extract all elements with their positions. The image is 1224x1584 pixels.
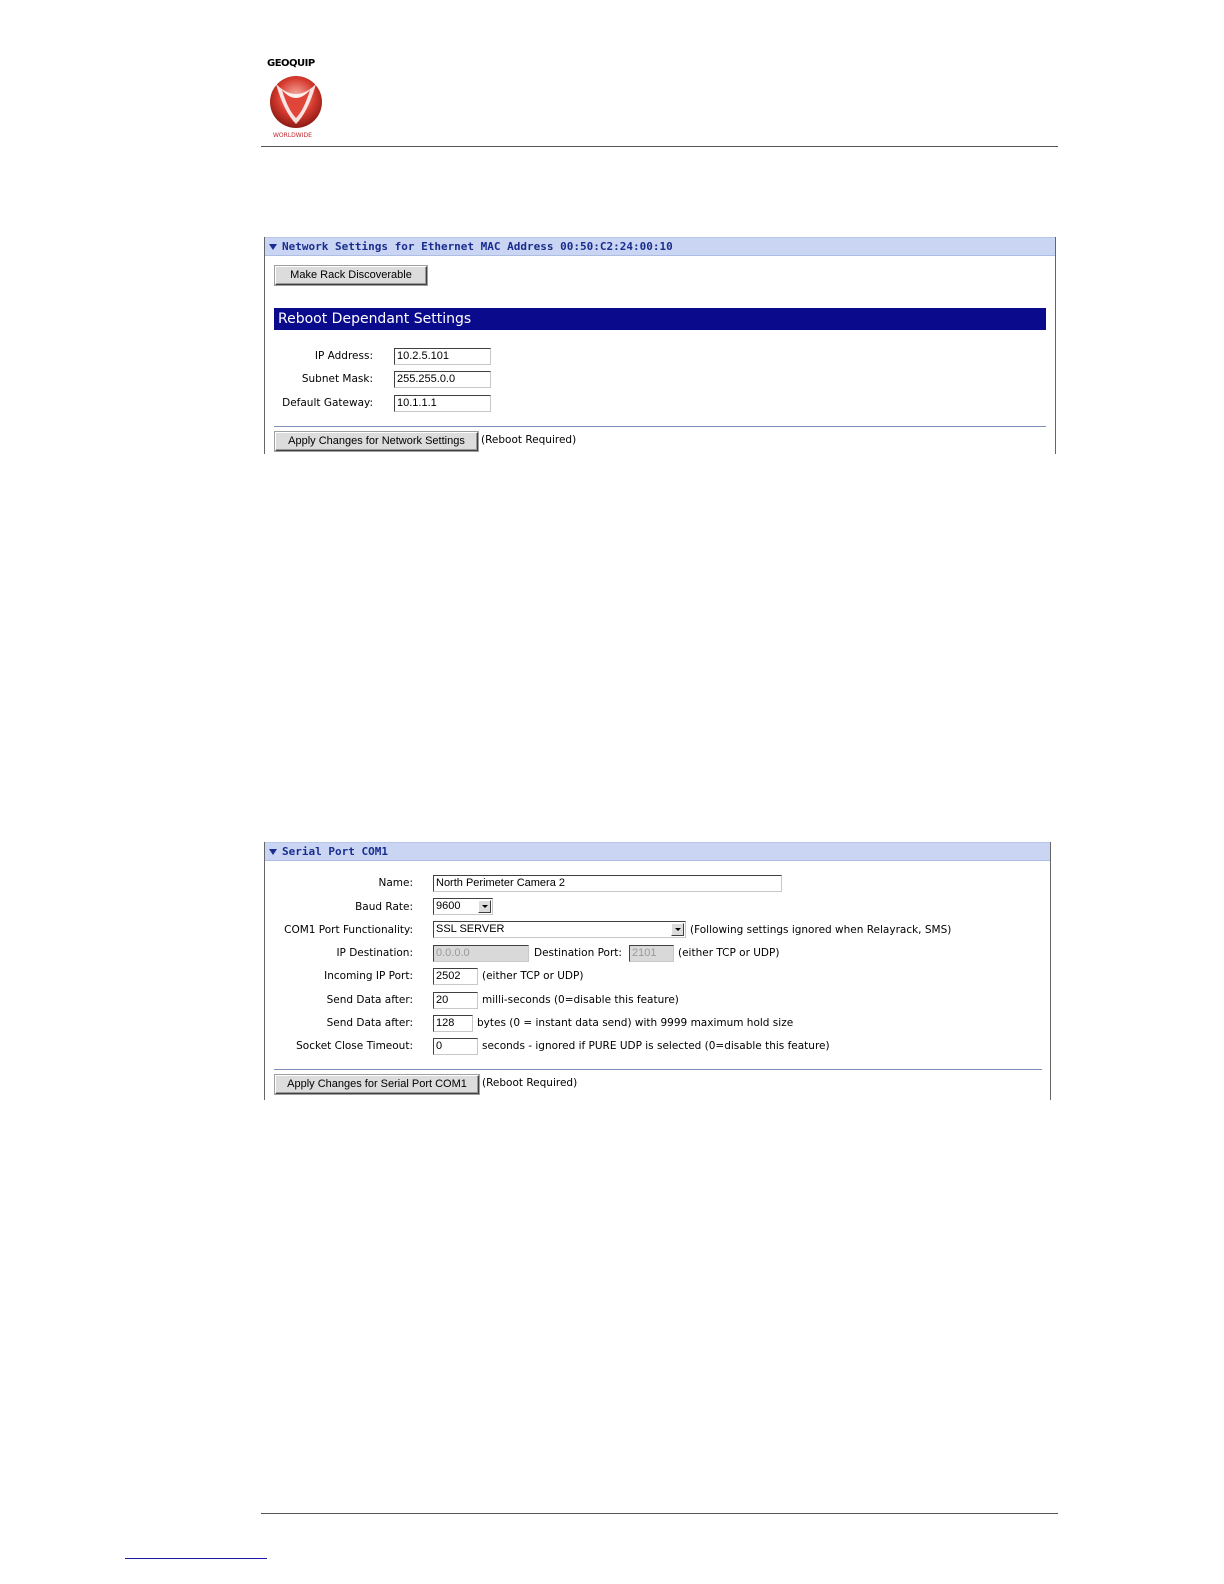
baud-rate-label: Baud Rate: [355,901,413,913]
reboot-settings-section-title: Reboot Dependant Settings [274,308,1046,330]
header-rule [261,146,1058,147]
collapse-triangle-icon[interactable] [269,849,277,855]
subnet-mask-input[interactable]: 255.255.0.0 [394,371,491,388]
network-divider [274,426,1046,427]
ip-address-input[interactable]: 10.2.5.101 [394,348,491,365]
apply-network-settings-button[interactable]: Apply Changes for Network Settings [275,432,478,451]
apply-serial-port-button[interactable]: Apply Changes for Serial Port COM1 [275,1075,479,1094]
ip-destination-label: IP Destination: [336,947,413,959]
logo-tagline: WORLDWIDE [273,132,312,139]
logo-emblem [268,72,324,132]
collapse-triangle-icon[interactable] [269,244,277,250]
baud-rate-value: 9600 [436,900,461,912]
socket-close-timeout-label: Socket Close Timeout: [296,1040,413,1052]
ip-address-label: IP Address: [314,350,373,362]
port-functionality-value: SSL SERVER [436,923,505,935]
serial-port-header[interactable] [265,842,1050,861]
incoming-ip-port-note: (either TCP or UDP) [482,970,584,982]
port-functionality-note: (Following settings ignored when Relayrack, SMS) [690,924,952,936]
dropdown-arrow-icon[interactable] [671,923,684,936]
serial-port-title: Serial Port COM1 [282,845,388,858]
default-gateway-input[interactable]: 10.1.1.1 [394,395,491,412]
baud-rate-select[interactable] [433,898,493,915]
network-settings-title: Network Settings for Ethernet MAC Address 00:50:C2:24:00:10 [282,240,673,253]
subnet-mask-label: Subnet Mask: [301,373,373,385]
port-functionality-label: COM1 Port Functionality: [284,924,413,936]
footer-link-underline[interactable] [125,1558,267,1559]
socket-close-timeout-input[interactable]: 0 [433,1038,478,1055]
send-data-bytes-input[interactable]: 128 [433,1015,473,1032]
network-settings-header[interactable] [265,237,1055,256]
destination-port-note: (either TCP or UDP) [678,947,780,959]
name-input[interactable]: North Perimeter Camera 2 [433,875,782,892]
footer-rule [261,1513,1058,1514]
send-data-bytes-note: bytes (0 = instant data send) with 9999 maximum hold size [477,1017,794,1029]
send-data-ms-note: milli-seconds (0=disable this feature) [482,994,679,1006]
serial-reboot-note: (Reboot Required) [482,1077,578,1089]
logo-wordmark: GEOQUIP [267,58,315,69]
port-functionality-select[interactable] [433,921,686,938]
network-reboot-note: (Reboot Required) [481,434,577,446]
destination-port-label: Destination Port: [534,947,622,959]
incoming-ip-port-label: Incoming IP Port: [324,970,413,982]
incoming-ip-port-input[interactable]: 2502 [433,968,478,985]
send-data-ms-input[interactable]: 20 [433,992,478,1009]
destination-port-input: 2101 [629,945,674,962]
serial-divider [274,1069,1042,1070]
geoquip-logo [266,58,326,144]
ip-destination-input: 0.0.0.0 [433,945,529,962]
send-data-ms-label: Send Data after: [326,994,413,1006]
dropdown-arrow-icon[interactable] [478,900,491,913]
default-gateway-label: Default Gateway: [282,397,373,409]
network-settings-panel [264,237,1056,454]
name-label: Name: [378,877,413,889]
send-data-bytes-label: Send Data after: [326,1017,413,1029]
make-rack-discoverable-button[interactable]: Make Rack Discoverable [275,266,427,285]
serial-port-panel [264,842,1051,1100]
socket-close-timeout-note: seconds - ignored if PURE UDP is selected (0=disable this feature) [482,1040,830,1052]
